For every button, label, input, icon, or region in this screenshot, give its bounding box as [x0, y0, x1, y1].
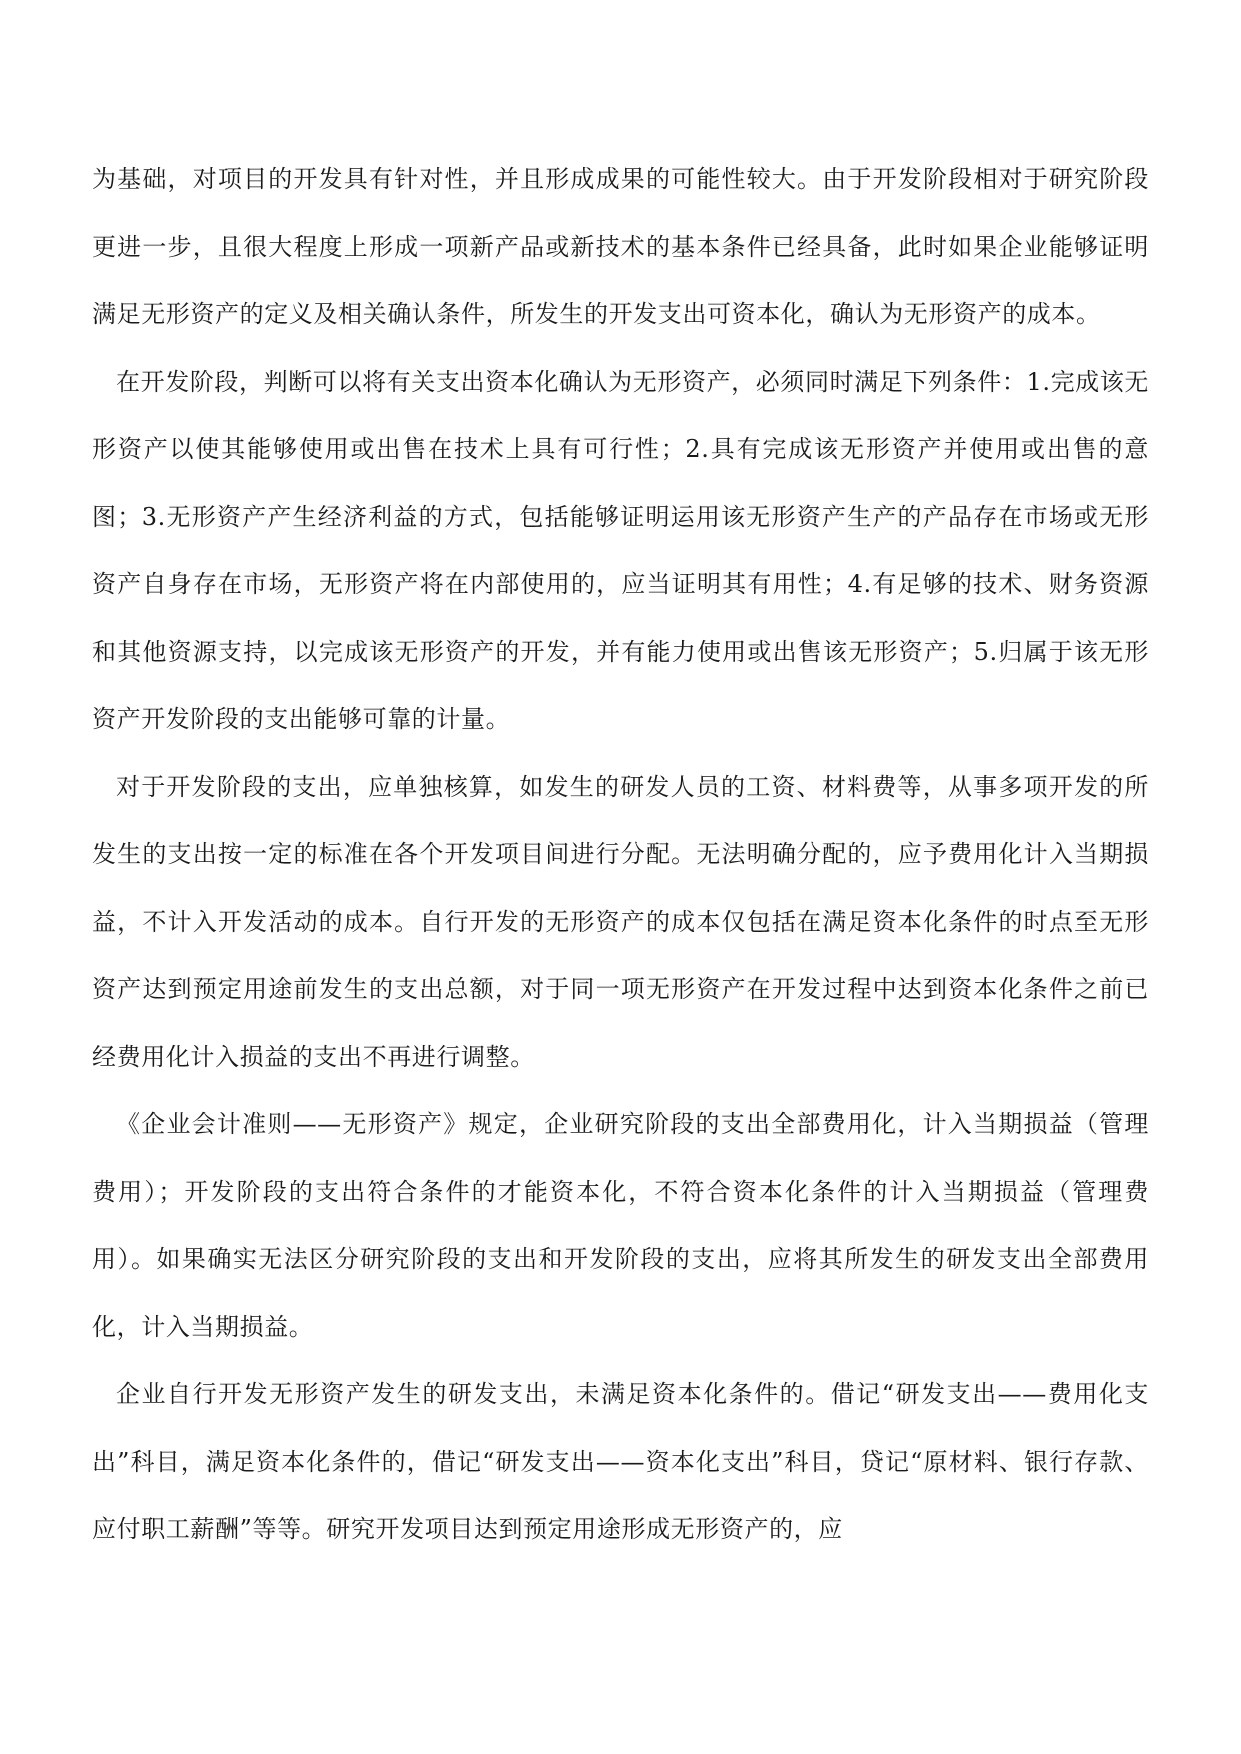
paragraph-1: 为基础，对项目的开发具有针对性，并且形成成果的可能性较大。由于开发阶段相对于研究阶段更进一步，且很大程度上形成一项新产品或新技术的基本条件已经具备，此时如果企业能够证明满足无形资产的定义及相关确认条件，所发生的开发支出可资本化，确认为无形资产的成本。 — [92, 165, 1149, 328]
paragraph-2: 在开发阶段，判断可以将有关支出资本化确认为无形资产，必须同时满足下列条件：1.完成该无形资产以使其能够使用或出售在技术上具有可行性；2.具有完成该无形资产并使用或出售的意图；3.无形资产产生经济利益的方式，包括能够证明运用该无形资产生产的产品存在市场或无形资产自身存在市场，无形资产将在内部使用的，应当证明其有用性；4.有足够的技术、财务资源和其他资源支持，以完成该无形资产的开发，并有能力使用或出售该无形资产；5.归属于该无形资产开发阶段的支出能够可靠的计量。 — [92, 367, 1149, 733]
paragraph-3: 对于开发阶段的支出，应单独核算，如发生的研发人员的工资、材料费等，从事多项开发的所发生的支出按一定的标准在各个开发项目间进行分配。无法明确分配的，应予费用化计入当期损益，不计入开发活动的成本。自行开发的无形资产的成本仅包括在满足资本化条件的时点至无形资产达到预定用途前发生的支出总额，对于同一项无形资产在开发过程中达到资本化条件之前已经费用化计入损益的支出不再进行调整。 — [92, 772, 1149, 1071]
paragraph-5: 企业自行开发无形资产发生的研发支出，未满足资本化条件的。借记“研发支出——费用化支出”科目，满足资本化条件的，借记“研发支出——资本化支出”科目，贷记“原材料、银行存款、应付职工薪酬”等等。研究开发项目达到预定用途形成无形资产的，应 — [92, 1380, 1149, 1543]
document-body — [92, 146, 1149, 1564]
paragraph-4: 《企业会计准则——无形资产》规定，企业研究阶段的支出全部费用化，计入当期损益（管理费用）；开发阶段的支出符合条件的才能资本化，不符合资本化条件的计入当期损益（管理费用）。如果确实无法区分研究阶段的支出和开发阶段的支出，应将其所发生的研发支出全部费用化，计入当期损益。 — [92, 1110, 1149, 1341]
